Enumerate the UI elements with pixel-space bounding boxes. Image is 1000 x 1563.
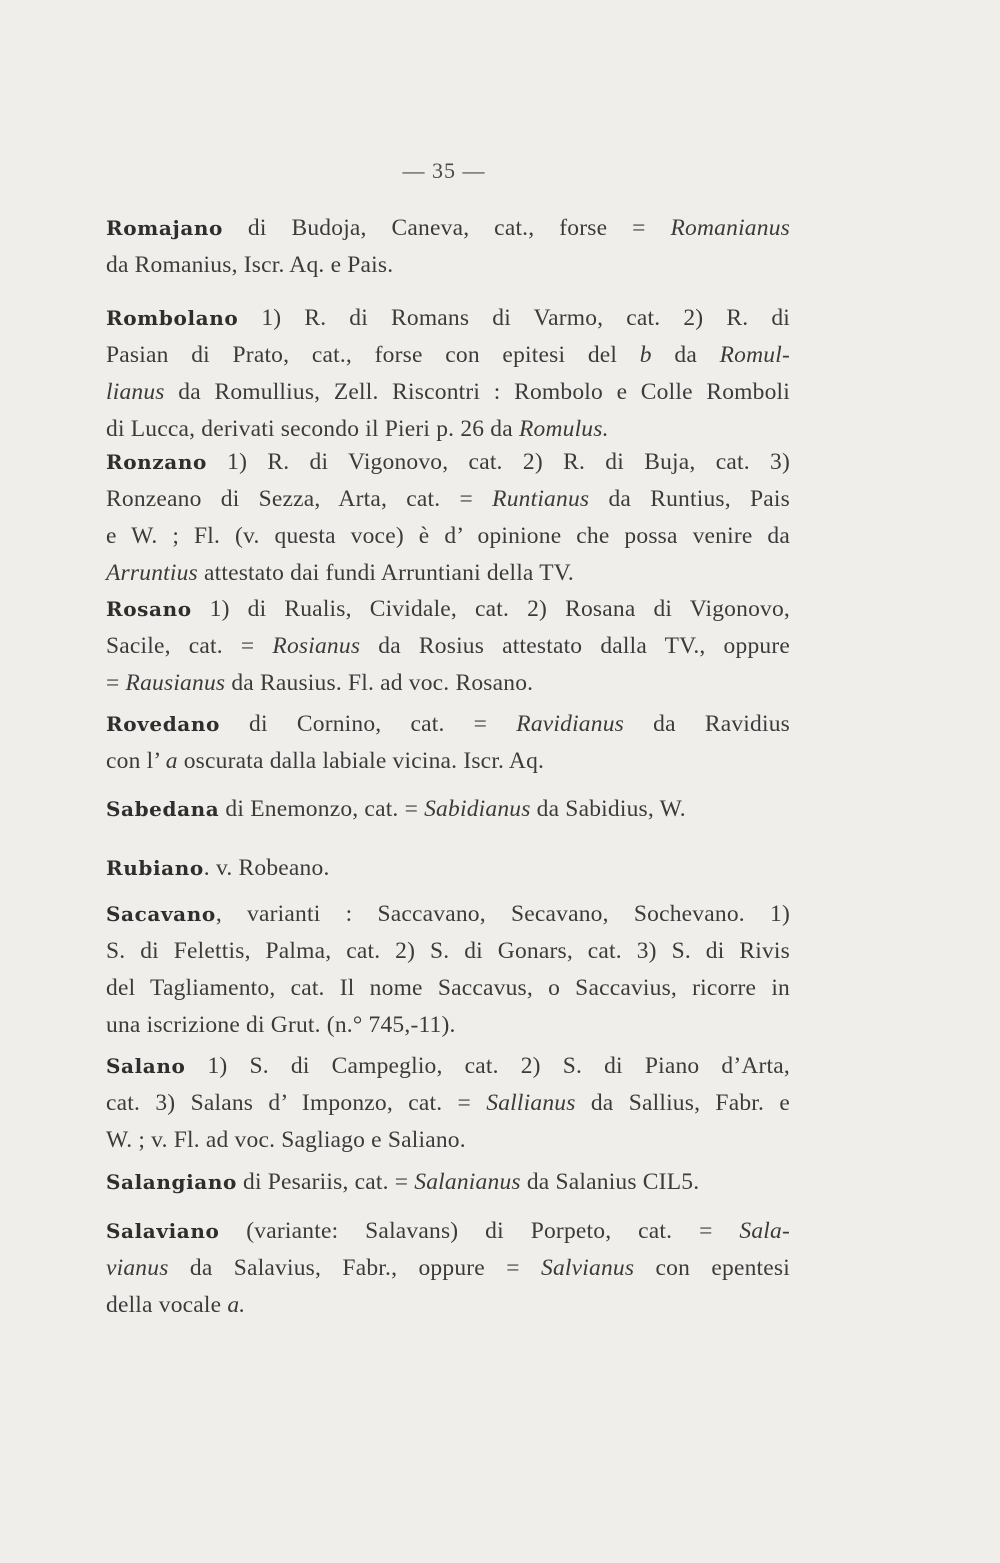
text-line (106, 896, 790, 933)
italic-term: Romul- (719, 342, 790, 368)
text-run: da Sallius, Fabr. e (575, 1090, 790, 1116)
text-run: da Romullius, Zell. Riscontri : Rombolo e Colle Romboli (164, 379, 790, 405)
text-line (106, 1048, 790, 1085)
italic-term: a. (227, 1292, 246, 1318)
italic-term: lianus (106, 379, 165, 405)
italic-term: Rosianus (272, 633, 361, 659)
text-line (106, 210, 790, 247)
entry-sabedana (106, 791, 790, 828)
italic-term: Salanianus (414, 1169, 521, 1195)
italic-term: Sallianus (486, 1090, 576, 1116)
entry-ronzano (106, 444, 790, 592)
italic-term: Ravidianus (516, 711, 625, 737)
italic-term: Salvianus (541, 1255, 635, 1281)
text-run: 1) R. di Romans di Varmo, cat. 2) R. di (238, 305, 790, 331)
text-line (106, 1164, 790, 1201)
text-run: , varianti : Saccavano, Secavano, Sochevano. 1) (215, 901, 790, 927)
headword: Ronzano (106, 450, 207, 474)
text-run: da Salanius CIL5. (520, 1169, 700, 1195)
text-run: W. ; v. Fl. ad voc. Sagliago e Saliano. (106, 1127, 466, 1153)
entry-salaviano (106, 1213, 790, 1324)
italic-term: Arruntius (106, 560, 198, 586)
text-run: da Rosius attestato dalla TV., oppure (360, 633, 790, 659)
text-run: della vocale (106, 1292, 228, 1318)
text-line (106, 1085, 790, 1122)
text-run: da Runtius, Pais (589, 486, 790, 512)
entry-romajano (106, 210, 790, 284)
headword: Romajano (106, 216, 223, 240)
entry-salano (106, 1048, 790, 1159)
text-line (106, 481, 790, 518)
text-run: = (106, 670, 126, 696)
text-run: di Budoja, Caneva, cat., forse = (222, 215, 671, 241)
entry-rubiano (106, 850, 790, 887)
text-run: . v. Robeano. (203, 855, 330, 881)
text-line (106, 337, 790, 374)
headword: Sabedana (106, 797, 220, 821)
headword: Sacavano (106, 902, 216, 926)
text-run: S. di Felettis, Palma, cat. 2) S. di Gonars, cat. 3) S. di Rivis (106, 938, 790, 964)
page-number: — 35 — (402, 158, 486, 183)
text-line (106, 591, 790, 628)
text-run: Ronzeano di Sezza, Arta, cat. = (106, 486, 493, 512)
italic-term: vianus (106, 1255, 169, 1281)
text-line (106, 1122, 790, 1159)
text-run: con l’ (106, 748, 166, 774)
text-line (106, 665, 790, 702)
text-line (106, 970, 790, 1007)
text-run: da Ravidius (624, 711, 791, 737)
text-run: Sacile, cat. = (106, 633, 273, 659)
text-line (106, 933, 790, 970)
text-line (106, 791, 790, 828)
text-run: di Enemonzo, cat. = (219, 796, 425, 822)
text-run: attestato dai fundi Arruntiani della TV. (197, 560, 574, 586)
text-line (106, 444, 790, 481)
text-run: 1) di Rualis, Cividale, cat. 2) Rosana di Vigonovo, (191, 596, 790, 622)
text-run: (variante: Salavans) di Porpeto, cat. = (219, 1218, 740, 1244)
text-line (106, 1007, 790, 1044)
headword: Rovedano (106, 712, 220, 736)
text-run: 1) S. di Campeglio, cat. 2) S. di Piano d’Arta, (185, 1053, 790, 1079)
headword: Rosano (106, 597, 192, 621)
text-line (106, 247, 790, 284)
text-line (106, 743, 790, 780)
text-run: di Lucca, derivati secondo il Pieri p. 26 da (106, 416, 519, 442)
text-line (106, 1213, 790, 1250)
text-line (106, 300, 790, 337)
entry-sacavano (106, 896, 790, 1044)
text-run: da (651, 342, 720, 368)
text-line (106, 518, 790, 555)
text-run: da Romanius, Iscr. Aq. e Pais. (106, 252, 394, 278)
headword: Rubiano (106, 856, 204, 880)
text-run: una iscrizione di Grut. (n.° 745,-11). (106, 1012, 456, 1038)
text-run: da Sabidius, W. (530, 796, 686, 822)
entry-rombolano (106, 300, 790, 448)
text-run: di Cornino, cat. = (219, 711, 517, 737)
text-line (106, 706, 790, 743)
text-line (106, 628, 790, 665)
italic-term: b (639, 342, 652, 368)
text-run: da Salavius, Fabr., oppure = (168, 1255, 542, 1281)
italic-term: Sala- (739, 1218, 790, 1244)
text-run: cat. 3) Salans d’ Imponzo, cat. = (106, 1090, 487, 1116)
text-line (106, 555, 790, 592)
text-run: 1) R. di Vigonovo, cat. 2) R. di Buja, cat. 3) (206, 449, 790, 475)
text-line (106, 1287, 790, 1324)
entry-rovedano (106, 706, 790, 780)
text-run: da Rausius. Fl. ad voc. Rosano. (225, 670, 534, 696)
text-line (106, 411, 790, 448)
italic-term: Romulus. (518, 416, 609, 442)
entry-salangiano (106, 1164, 790, 1201)
italic-term: Runtianus (492, 486, 590, 512)
entry-rosano (106, 591, 790, 702)
headword: Rombolano (106, 306, 239, 330)
headword: Salaviano (106, 1219, 220, 1243)
text-run: oscurata dalla labiale vicina. Iscr. Aq. (177, 748, 545, 774)
text-run: con epentesi (634, 1255, 790, 1281)
text-line (106, 850, 790, 887)
italic-term: Sabidianus (424, 796, 531, 822)
italic-term: Rausianus (125, 670, 226, 696)
italic-term: Romanianus (670, 215, 790, 241)
text-run: del Tagliamento, cat. Il nome Saccavus, o Saccavius, ricorre in (106, 975, 790, 1001)
text-run: Pasian di Prato, cat., forse con epitesi del (106, 342, 640, 368)
text-run: di Pesariis, cat. = (236, 1169, 415, 1195)
text-line (106, 1250, 790, 1287)
text-run: e W. ; Fl. (v. questa voce) è d’ opinione che possa venire da (106, 523, 790, 549)
italic-term: a (165, 748, 178, 774)
headword: Salano (106, 1054, 186, 1078)
text-line (106, 374, 790, 411)
headword: Salangiano (106, 1170, 237, 1194)
